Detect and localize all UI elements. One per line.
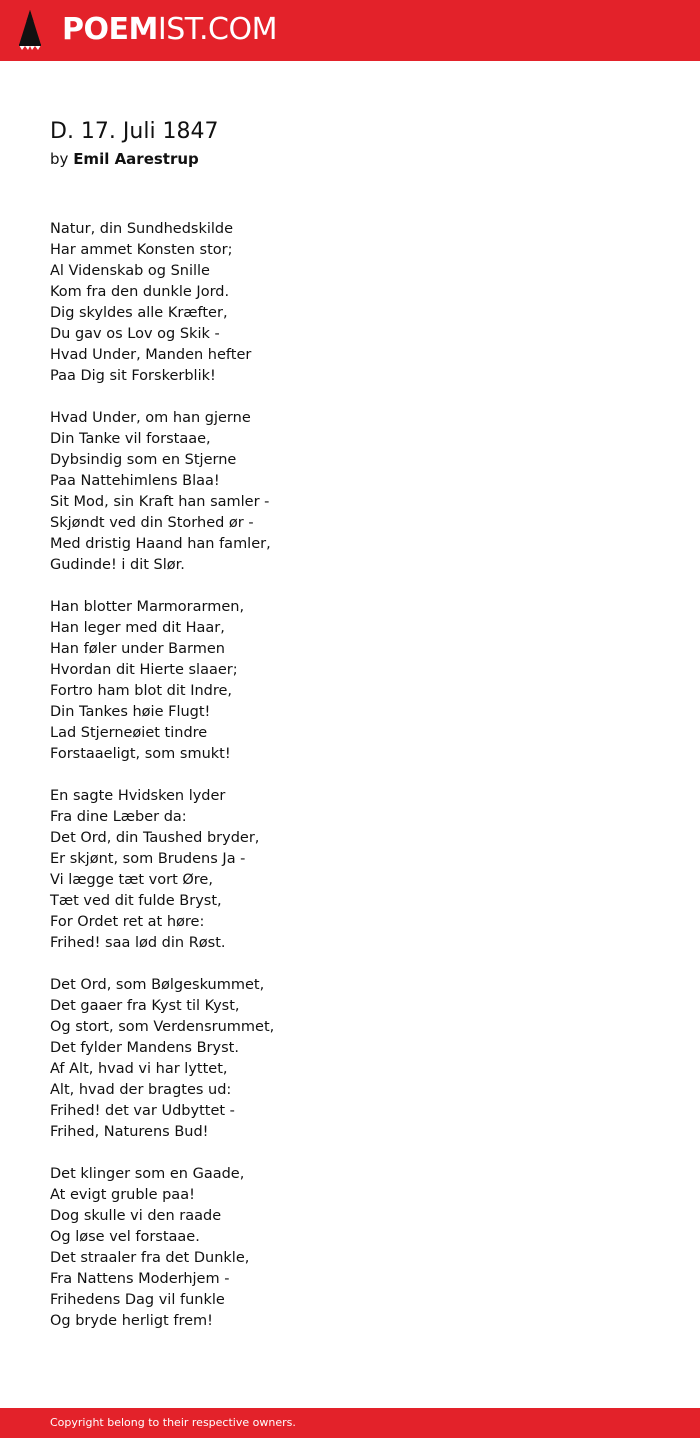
copyright-text: Copyright belong to their respective owners. [50,1416,296,1429]
site-header [0,0,700,61]
poem-line: Tæt ved dit fulde Bryst, [50,893,222,909]
poem-line: Har ammet Konsten stor; [50,242,233,258]
poem-line: Paa Nattehimlens Blaa! [50,473,220,489]
poem-line: Forstaaeligt, som smukt! [50,746,231,762]
poem-stanza [50,219,650,387]
poem-line: At evigt gruble paa! [50,1187,195,1203]
poem-line: Hvad Under, Manden hefter [50,347,252,363]
poem-line: Din Tankes høie Flugt! [50,704,211,720]
poem-byline [50,149,199,169]
poem-line: Frihed! saa lød din Røst. [50,935,226,951]
poem-line: Det Ord, som Bølgeskummet, [50,977,265,993]
poem-line: Skjøndt ved din Storhed ør - [50,515,254,531]
poem-author[interactable]: Emil Aarestrup [73,150,199,168]
poem-line: Gudinde! i dit Slør. [50,557,185,573]
poem-line: Kom fra den dunkle Jord. [50,284,230,300]
poem-line: Dog skulle vi den raade [50,1208,222,1224]
poem-line: Med dristig Haand han famler, [50,536,271,552]
poem-line: Er skjønt, som Brudens Ja - [50,851,246,867]
poem-line: Det fylder Mandens Bryst. [50,1040,239,1056]
poem-line: Al Videnskab og Snille [50,263,210,279]
poem-line: En sagte Hvidsken lyder [50,788,226,804]
poem-line: Det klinger som en Gaade, [50,1166,245,1182]
poem-stanza [50,975,650,1143]
poem-line: Og stort, som Verdensrummet, [50,1019,275,1035]
poem-stanza [50,1164,650,1332]
poem-line: Dig skyldes alle Kræfter, [50,305,228,321]
logo-bold-text: POEM [62,12,158,47]
poem-line: Din Tanke vil forstaae, [50,431,211,447]
poem-line: Fra dine Læber da: [50,809,187,825]
poem-line: Vi lægge tæt vort Øre, [50,872,213,888]
poem-line: Det gaaer fra Kyst til Kyst, [50,998,240,1014]
by-prefix: by [50,150,69,168]
poem-line: Fra Nattens Moderhjem - [50,1271,230,1287]
poem-line: Hvordan dit Hierte slaaer; [50,662,238,678]
poem-line: For Ordet ret at høre: [50,914,205,930]
poem-line: Natur, din Sundhedskilde [50,221,234,237]
poem-line: Alt, hvad der bragtes ud: [50,1082,232,1098]
site-logo[interactable] [62,11,277,49]
poem-line: Frihed! det var Udbyttet - [50,1103,235,1119]
logo-light-text: IST.COM [157,12,277,47]
pencil-tip-icon[interactable] [17,9,43,51]
poem-line: Han leger med dit Haar, [50,620,225,636]
poem-line: Han føler under Barmen [50,641,225,657]
poem-line: Frihed, Naturens Bud! [50,1124,209,1140]
poem-line: Fortro ham blot dit Indre, [50,683,233,699]
poem-line: Det straaler fra det Dunkle, [50,1250,250,1266]
poem-line: Af Alt, hvad vi har lyttet, [50,1061,228,1077]
poem-line: Hvad Under, om han gjerne [50,410,251,426]
poem-line: Frihedens Dag vil funkle [50,1292,225,1308]
poem-stanza [50,786,650,954]
poem-stanza [50,408,650,576]
poem-line: Du gav os Lov og Skik - [50,326,220,342]
poem-line: Han blotter Marmorarmen, [50,599,245,615]
poem-stanza [50,597,650,765]
poem-body [50,219,650,1353]
poem-line: Det Ord, din Taushed bryder, [50,830,260,846]
poem-line: Og løse vel forstaae. [50,1229,200,1245]
poem-title: D. 17. Juli 1847 [50,119,219,144]
poem-line: Og bryde herligt frem! [50,1313,213,1329]
poem-line: Lad Stjerneøiet tindre [50,725,208,741]
site-footer [0,1408,700,1438]
poem-line: Sit Mod, sin Kraft han samler - [50,494,270,510]
poem-line: Paa Dig sit Forskerblik! [50,368,216,384]
poem-line: Dybsindig som en Stjerne [50,452,237,468]
